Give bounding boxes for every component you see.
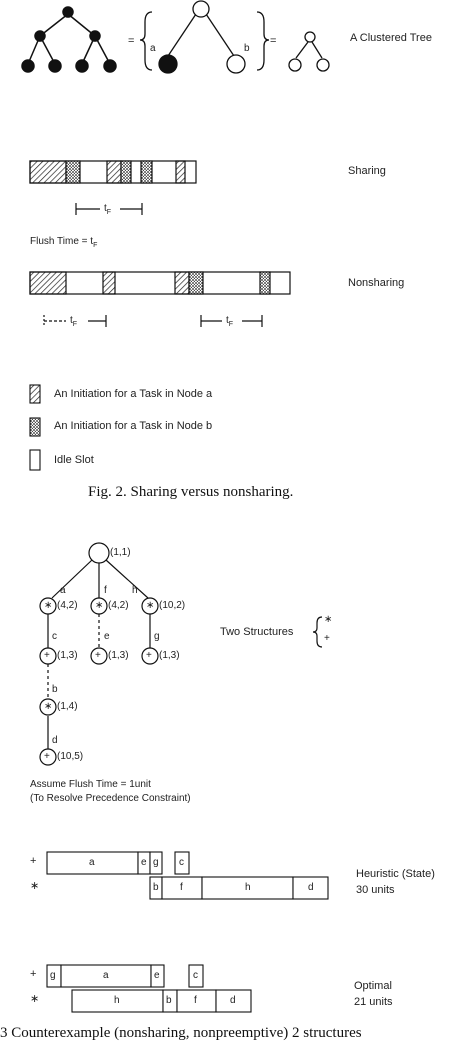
heuristic-slot-f: f (180, 882, 183, 893)
optimal-slot-f: f (194, 995, 197, 1006)
optimal-slot-h: h (114, 995, 120, 1006)
legend-text-idle: Idle Slot (54, 454, 94, 466)
heuristic-slot-h: h (245, 882, 251, 893)
optimal-slot-g: g (50, 970, 56, 981)
optimal-slot-d: d (230, 995, 236, 1006)
two-structures-label: Two Structures (220, 626, 294, 638)
heuristic-slot-d: d (308, 882, 314, 893)
node-b-sym: ∗ (44, 701, 53, 712)
nonsharing-timeline (30, 272, 290, 327)
legend-swatch-dots (30, 418, 40, 436)
node-h-label: (10,2) (159, 600, 186, 611)
heuristic-slot-e: e (141, 857, 147, 868)
node-h-sym: ∗ (146, 600, 155, 611)
flush-time-label: Flush Time = $t_F$ (30, 236, 98, 249)
legend-text-node-a: An Initiation for a Task in Node a (54, 388, 213, 400)
heuristic-slot-b: b (153, 882, 159, 893)
legend-text-node-b: An Initiation for a Task in Node b (54, 420, 213, 432)
clustered-tree-braced (140, 1, 269, 73)
optimal-plus-row-marker: + (30, 968, 37, 980)
fig3-caption: 3 Counterexample (nonsharing, nonpreemptive) 2 structures (0, 1025, 362, 1041)
node-g-label: (1,3) (159, 650, 180, 661)
heuristic-units: 30 units (356, 884, 395, 896)
sharing-timeline (30, 161, 196, 215)
node-a-sym: ∗ (44, 600, 53, 611)
optimal-units: 21 units (354, 996, 393, 1008)
assume-line-2: (To Resolve Precedence Constraint) (30, 793, 191, 804)
equals-sign-1: = (128, 35, 135, 47)
node-g-sym: + (146, 650, 152, 661)
legend-swatch-hatch (30, 385, 40, 403)
nonsharing-tf-1: $t_F$ (70, 315, 78, 328)
node-d-sym: + (44, 751, 50, 762)
edge-f: f (104, 585, 107, 596)
structures-brace (313, 617, 322, 647)
node-b-label: (1,4) (57, 701, 78, 712)
node-e-label: (1,3) (108, 650, 129, 661)
node-c-sym: + (44, 650, 50, 661)
heuristic-star-row-marker: ∗ (30, 880, 40, 892)
assume-line-1: Assume Flush Time = 1unit (30, 779, 151, 790)
edge-b: b (52, 684, 58, 695)
optimal-label: Optimal (354, 980, 392, 992)
node-b-label: b (244, 43, 250, 54)
legend-swatch-empty (30, 450, 40, 470)
optimal-slot-c: c (193, 970, 198, 981)
sharing-tf: $t_F$ (104, 203, 112, 216)
structure-plus: + (324, 633, 330, 644)
heuristic-label: Heuristic (State) (356, 868, 435, 880)
node-a-label: (4,2) (57, 600, 78, 611)
clustered-tree-label: A Clustered Tree (350, 32, 432, 44)
heuristic-plus-row-marker: + (30, 855, 37, 867)
node-f-label: (4,2) (108, 600, 129, 611)
nonsharing-tf-2: $t_F$ (226, 315, 234, 328)
optimal-schedule (47, 965, 251, 1012)
edge-d: d (52, 735, 58, 746)
full-binary-tree (22, 7, 116, 72)
edge-c: c (52, 631, 57, 642)
edge-a: a (60, 585, 66, 596)
legend-swatches (30, 385, 40, 470)
edge-g: g (154, 631, 160, 642)
small-tree (289, 32, 329, 71)
node-a-label: a (150, 43, 156, 54)
node-e-sym: + (95, 650, 101, 661)
heuristic-slot-g: g (153, 857, 159, 868)
optimal-slot-b: b (166, 995, 172, 1006)
optimal-slot-e: e (154, 970, 160, 981)
root-label: (1,1) (110, 547, 131, 558)
heuristic-slot-a: a (89, 857, 95, 868)
node-f-sym: ∗ (95, 600, 104, 611)
nonsharing-label: Nonsharing (348, 277, 405, 289)
node-c-label: (1,3) (57, 650, 78, 661)
edge-h: h (132, 585, 138, 596)
equals-sign-2: = (270, 35, 277, 47)
optimal-slot-a: a (103, 970, 109, 981)
edge-e: e (104, 631, 110, 642)
heuristic-slot-c: c (179, 857, 184, 868)
sharing-label: Sharing (348, 165, 386, 177)
structure-star: ∗ (324, 614, 333, 625)
optimal-star-row-marker: ∗ (30, 993, 40, 1005)
node-d-label: (10,5) (57, 751, 84, 762)
fig2-caption: Fig. 2. Sharing versus nonsharing. (88, 484, 294, 500)
